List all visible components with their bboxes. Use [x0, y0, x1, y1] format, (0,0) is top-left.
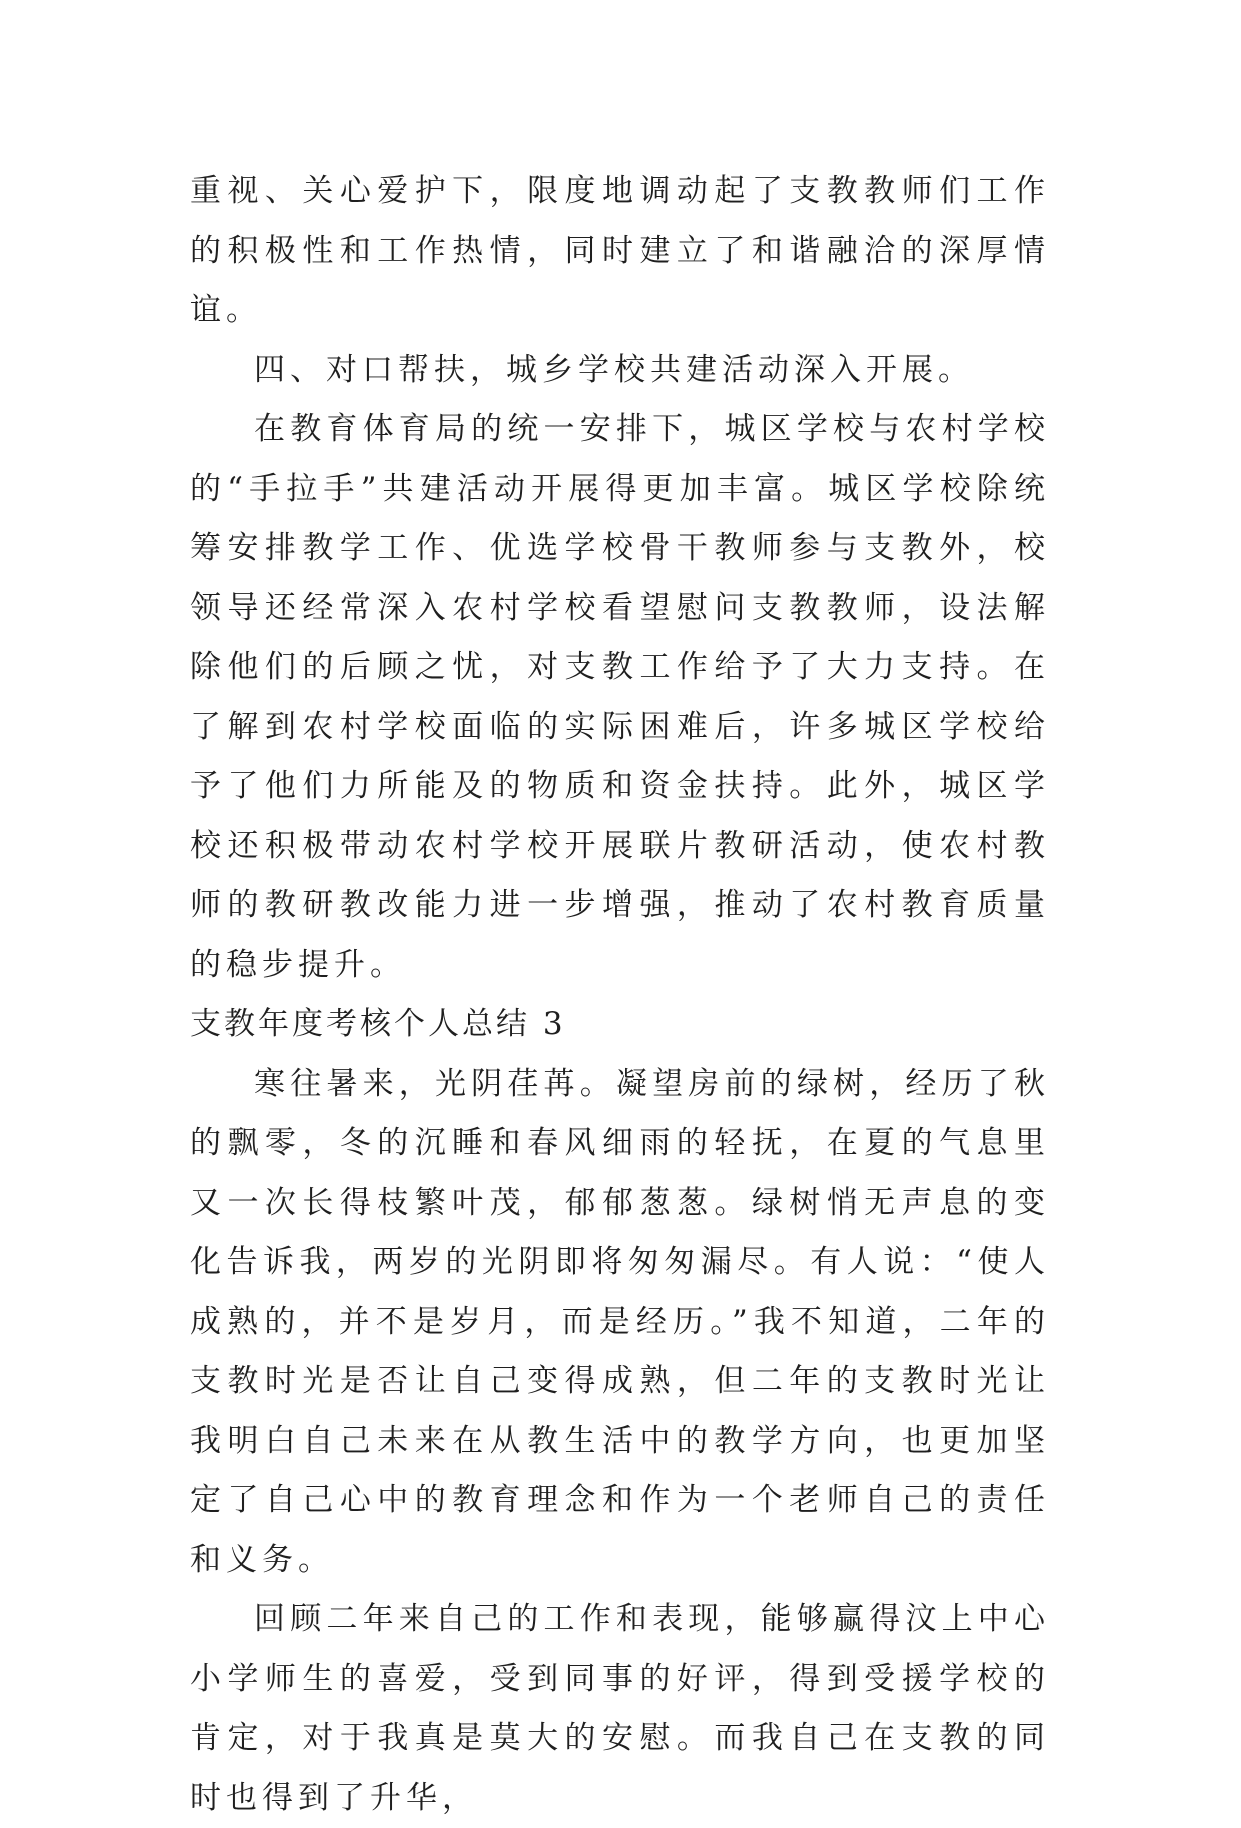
paragraph-review: 回顾二年来自己的工作和表现，能够赢得汶上中心小学师生的喜爱，受到同事的好评，得到受援学校的肯定，对于我真是莫大的安慰。而我自己在支教的同时也得到了升华，: [190, 1601, 1050, 1816]
section-heading-four: 四、对口帮扶，城乡学校共建活动深入开展。: [254, 351, 974, 388]
paragraph-continuation: 重视、关心爱护下，限度地调动起了支教教师们工作的积极性和工作热情，同时建立了和谐融洽的深厚情谊。: [190, 173, 1050, 328]
paragraph-partnership: 在教育体育局的统一安排下，城区学校与农村学校的“手拉手”共建活动开展得更加丰富。城区学校除统筹安排教学工作、优选学校骨干教师参与支教外，校领导还经常深入农村学校看望慰问支教教师，设法解除他们的后顾之忧，对支教工作给予了大力支持。在了解到农村学校面临的实际困难后，许多城区学校给予了他们力所能及的物质和资金扶持。此外，城区学校还积极带动农村学校开展联片教研活动，使农村教师的教研教改能力进一步增强，推动了农村教育质量的稳步提升。: [190, 411, 1050, 983]
document-title: 支教年度考核个人总结 3: [190, 1006, 566, 1042]
document-body: [190, 162, 1050, 1828]
paragraph-reflection: 寒往暑来，光阴荏苒。凝望房前的绿树，经历了秋的飘零，冬的沉睡和春风细雨的轻抚，在夏的气息里又一次长得枝繁叶茂，郁郁葱葱。绿树悄无声息的变化告诉我，两岁的光阴即将匆匆漏尽。有人说：“使人成熟的，并不是岁月，而是经历。”我不知道，二年的支教时光是否让自己变得成熟，但二年的支教时光让我明白自己未来在从教生活中的教学方向，也更加坚定了自己心中的教育理念和作为一个老师自己的责任和义务。: [190, 1065, 1050, 1578]
